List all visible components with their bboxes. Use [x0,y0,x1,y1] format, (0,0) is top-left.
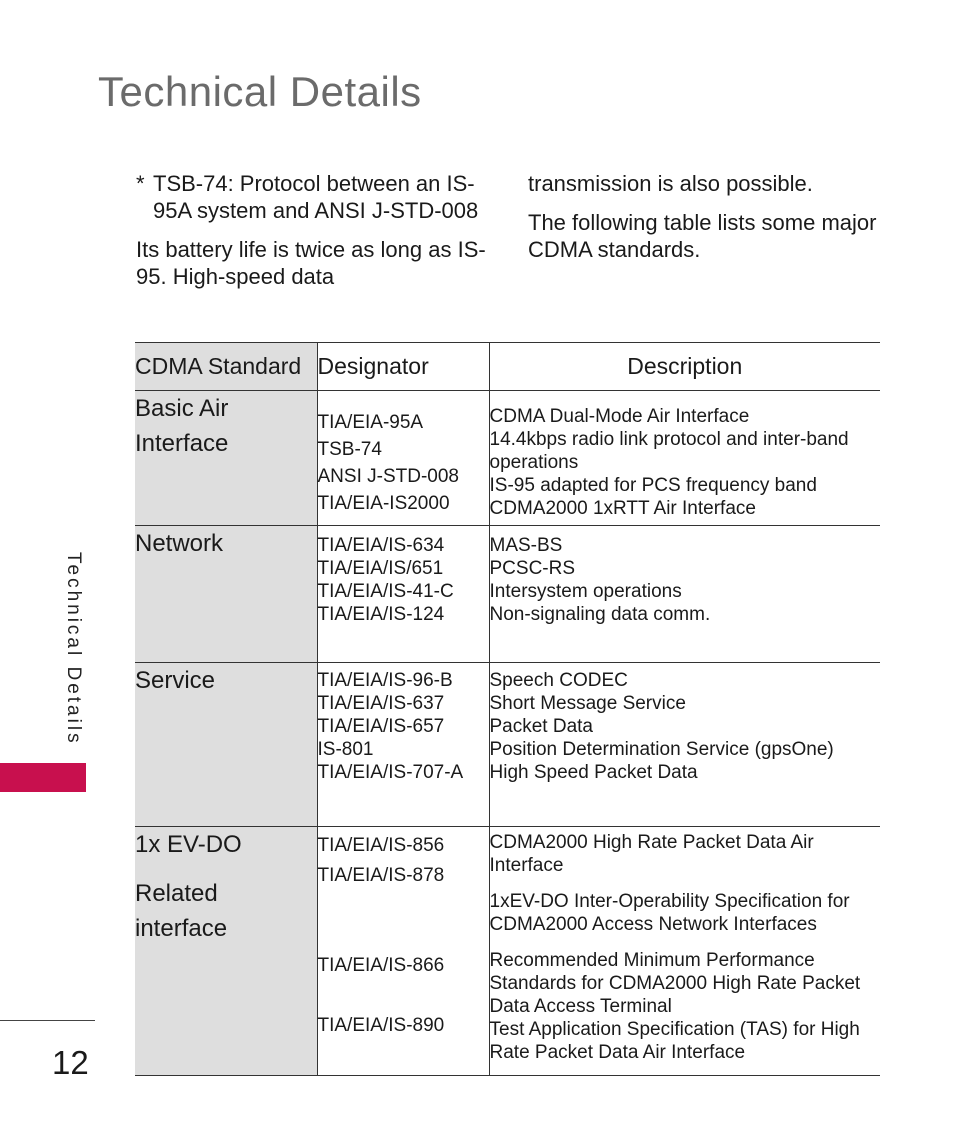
intro-paragraph-1-continued: transmission is also possible. [528,171,813,196]
designator: TIA/EIA/IS-657 [317,716,445,737]
designator-cell [317,526,489,663]
designator-cell [317,391,489,526]
designator-cell [317,827,489,1076]
description: CDMA Dual-Mode Air Interface [489,406,750,427]
description: CDMA2000 1xRTT Air Interface [489,498,756,519]
intro-paragraph-2: The following table lists some major CDMA standards. [528,210,877,262]
intro-left-column [136,170,486,302]
category-cell [135,663,317,827]
description: Recommended Minimum Performance Standards for CDMA2000 High Rate Packet Data Access Terminal [489,950,861,1017]
designator: TIA/EIA/IS-637 [317,693,445,714]
designator: TIA/EIA/IS/651 [317,558,444,579]
designator: TIA/EIA/IS-124 [317,604,445,625]
description: MAS-BS [489,535,563,556]
designator: TIA/EIA/IS-96-B [317,670,453,691]
table-header-row [135,343,880,391]
designator-cell [317,663,489,827]
description: Speech CODEC [489,670,628,691]
header-description: Description [489,343,880,391]
category-cell [135,526,317,663]
description: High Speed Packet Data [489,762,698,783]
table-row [135,526,880,663]
header-designator: Designator [317,343,489,391]
description-cell [489,526,880,663]
designator: TIA/EIA/IS-707-A [317,762,464,783]
category-label: Basic Air [135,395,229,422]
cdma-standards-table [135,342,880,1076]
designator: ANSI J-STD-008 [317,466,459,487]
description-cell [489,391,880,526]
header-cdma-standard: CDMA Standard [135,343,317,391]
category-label: 1x EV-DO [135,831,242,858]
table-row [135,391,880,526]
description: Non-signaling data comm. [489,604,711,625]
section-tab-marker [0,763,86,792]
designator: TIA/EIA/IS-634 [317,535,445,556]
category-label: Related [135,880,218,907]
footnote-asterisk: * [136,171,145,196]
description-cell [489,663,880,827]
designator: TIA/EIA/IS-856 [317,835,445,856]
side-section-label: Technical Details [63,552,84,746]
description: PCSC-RS [489,558,576,579]
table-row [135,827,880,1076]
category-cell [135,827,317,1076]
page-title: Technical Details [98,68,422,115]
description: 14.4kbps radio link protocol and inter-band operations [489,429,849,473]
description: Packet Data [489,716,593,737]
designator: TIA/EIA/IS-890 [317,1015,445,1036]
category-label: Service [135,667,216,694]
designator: IS-801 [317,739,374,760]
description: Test Application Specification (TAS) for High Rate Packet Data Air Interface [489,1019,860,1063]
category-label: Interface [135,430,229,457]
description: Intersystem operations [489,581,682,602]
page-number: 12 [52,1044,89,1081]
category-label: Network [135,530,224,557]
description: Short Message Service [489,693,686,714]
intro-right-column [528,170,878,275]
designator: TIA/EIA-95A [317,412,424,433]
page-number-rule [0,1020,95,1021]
category-label: interface [135,915,228,942]
designator: TIA/EIA/IS-878 [317,865,445,886]
intro-paragraph-1: Its battery life is twice as long as IS-95. High-speed data [136,237,486,289]
table-row [135,663,880,827]
designator: TIA/EIA-IS2000 [317,493,450,514]
category-cell [135,391,317,526]
designator: TSB-74 [317,439,382,460]
description: 1xEV-DO Inter-Operability Specification for CDMA2000 Access Network Interfaces [489,891,850,935]
description-cell [489,827,880,1076]
description: CDMA2000 High Rate Packet Data Air Interface [489,832,814,876]
description: Position Determination Service (gpsOne) [489,739,834,760]
designator: TIA/EIA/IS-41-C [317,581,454,602]
description: IS-95 adapted for PCS frequency band [489,475,817,496]
designator: TIA/EIA/IS-866 [317,955,445,976]
footnote-text: TSB-74: Protocol between an IS-95A system and ANSI J-STD-008 [153,171,479,223]
footnote [136,170,486,224]
